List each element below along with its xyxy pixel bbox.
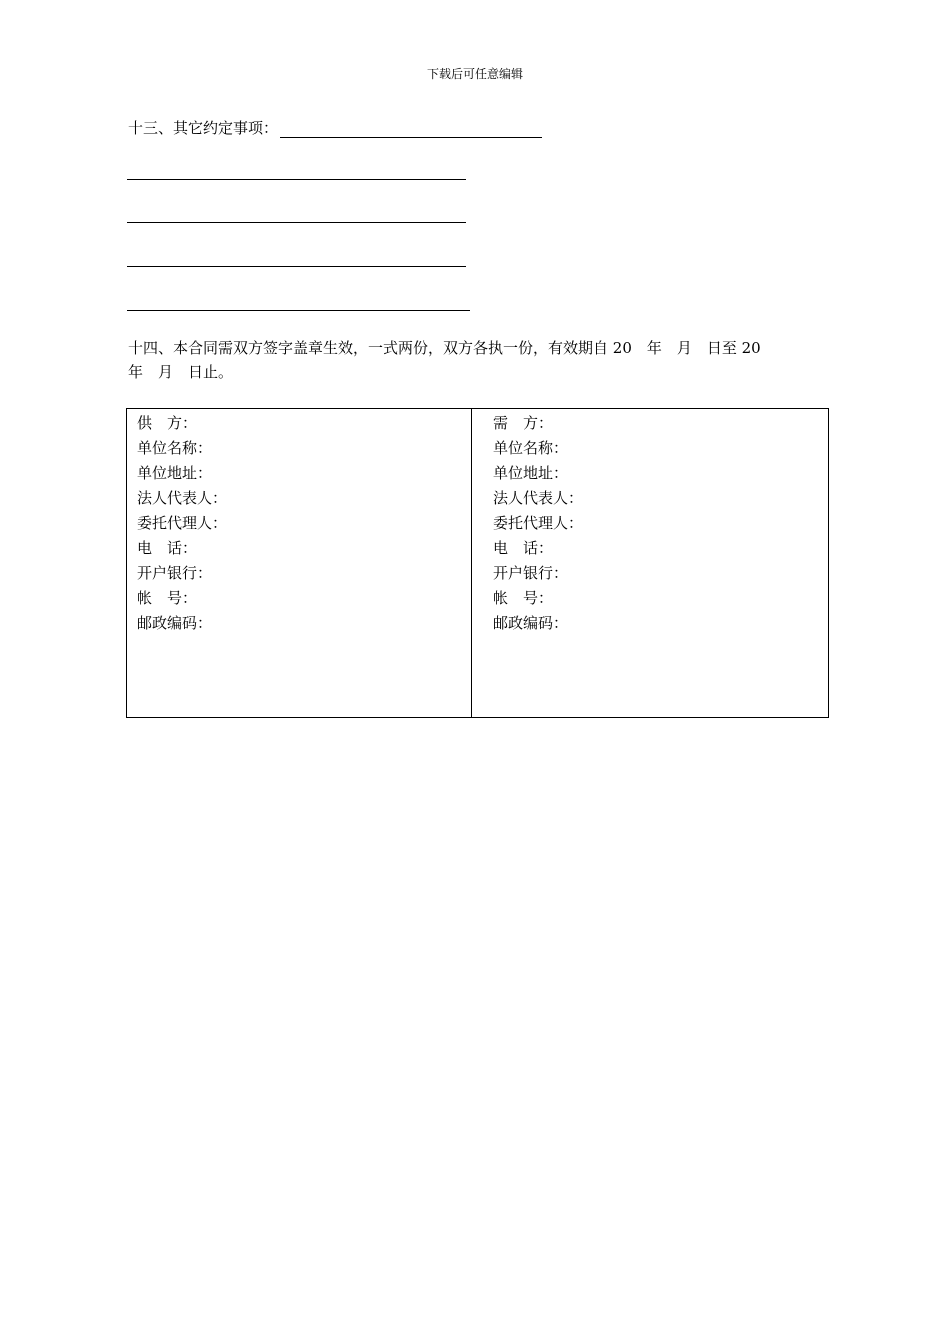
supplier-unit-name: 单位名称： xyxy=(137,439,213,457)
blank-line-1 xyxy=(127,179,466,180)
buyer-column xyxy=(472,409,828,717)
buyer-unit-name: 单位名称： xyxy=(493,439,569,457)
buyer-authorized-agent: 委托代理人： xyxy=(493,514,584,532)
buyer-legal-representative: 法人代表人： xyxy=(493,489,584,507)
supplier-authorized-agent: 委托代理人： xyxy=(137,514,228,532)
supplier-title: 供 方： xyxy=(137,414,198,432)
blank-line-3 xyxy=(127,266,466,267)
clause-13-inline-blank xyxy=(280,119,542,138)
buyer-phone: 电 话： xyxy=(493,539,554,557)
buyer-account: 帐 号： xyxy=(493,589,554,607)
supplier-legal-representative: 法人代表人： xyxy=(137,489,228,507)
page-header: 下载后可任意编辑 xyxy=(426,67,523,81)
blank-line-4 xyxy=(127,310,470,311)
clause-14 xyxy=(128,336,826,384)
supplier-account: 帐 号： xyxy=(137,589,198,607)
blank-line-2 xyxy=(127,222,466,223)
supplier-phone: 电 话： xyxy=(137,539,198,557)
buyer-bank: 开户银行： xyxy=(493,564,569,582)
supplier-column xyxy=(127,409,472,717)
buyer-title: 需 方： xyxy=(493,414,554,432)
clause-14-line-2: 年 月 日止。 xyxy=(128,363,234,381)
parties-table xyxy=(126,408,829,718)
supplier-unit-address: 单位地址： xyxy=(137,464,213,482)
clause-13-label: 十三、其它约定事项： xyxy=(128,119,279,137)
clause-13 xyxy=(128,118,542,138)
supplier-postcode: 邮政编码： xyxy=(137,614,213,632)
buyer-unit-address: 单位地址： xyxy=(493,464,569,482)
clause-14-line-1: 十四、本合同需双方签字盖章生效，一式两份，双方各执一份，有效期自 20 年 月 日至 20 xyxy=(128,339,761,357)
buyer-postcode: 邮政编码： xyxy=(493,614,569,632)
supplier-bank: 开户银行： xyxy=(137,564,213,582)
